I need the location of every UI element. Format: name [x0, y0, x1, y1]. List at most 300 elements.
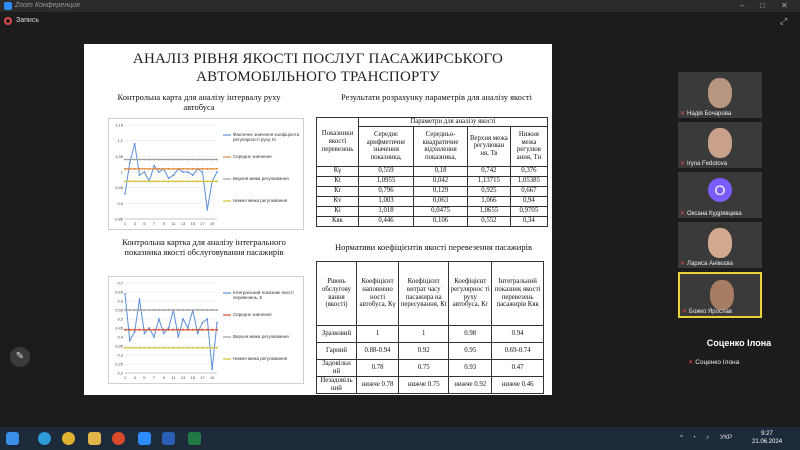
file-explorer-icon[interactable] — [88, 432, 101, 445]
data-point — [177, 309, 179, 311]
legend-label: Середнє значення — [233, 312, 272, 317]
t2-cell: 0.95 — [449, 343, 492, 360]
parameters-table — [316, 117, 548, 227]
t1-cell: 0,742 — [468, 166, 511, 176]
x-tick-label: 19 — [209, 375, 215, 380]
data-point — [201, 168, 203, 170]
data-point — [143, 347, 145, 349]
t1-cell: 1,0655 — [468, 206, 511, 216]
data-point — [177, 158, 179, 160]
data-point — [201, 347, 203, 349]
x-tick-label: 1 — [123, 221, 127, 226]
x-tick-label: 15 — [190, 375, 196, 380]
clock-time: 9:27 — [761, 431, 773, 437]
legend-label: Фактичне значення коефіцієнта регулярності руху, Кi — [233, 132, 300, 142]
chart-integral-svg — [109, 277, 305, 385]
data-point — [163, 333, 165, 335]
data-point — [124, 347, 126, 349]
table-row — [317, 186, 548, 196]
recording-bar — [0, 12, 800, 30]
data-point — [158, 347, 160, 349]
data-point — [163, 347, 165, 349]
table-row — [317, 206, 548, 216]
mic-muted-icon: ✕ — [688, 359, 696, 366]
data-point — [201, 180, 203, 182]
y-tick-label: 0,5 — [117, 316, 123, 322]
t1-cell: Кv — [317, 196, 359, 206]
data-point — [187, 180, 189, 182]
t1-cell: 0,063 — [414, 196, 468, 206]
data-point — [192, 309, 194, 311]
t2-cell: 0.93 — [449, 360, 492, 377]
t1-cell: 0,667 — [510, 186, 547, 196]
t1-cell: 0,925 — [468, 186, 511, 196]
data-point — [134, 329, 136, 331]
data-point — [143, 329, 145, 331]
data-point — [163, 158, 165, 160]
data-point — [216, 158, 218, 160]
t1-cell: 1,0955 — [359, 176, 414, 186]
clock[interactable] — [752, 430, 782, 446]
data-point — [158, 168, 160, 170]
clock-date: 21.06.2024 — [752, 439, 783, 445]
t1-cell: 0,106 — [414, 216, 468, 226]
data-point — [158, 318, 160, 320]
t2-cell: 0.88-0.94 — [356, 343, 398, 360]
data-point — [177, 180, 179, 182]
data-point — [206, 318, 208, 320]
data-point — [148, 168, 150, 170]
t2-cell: Зразковий — [317, 326, 357, 343]
control-chart-integral — [108, 276, 304, 384]
t2-col-header: Коефіцієнт регулярнос ті руху автобуса, Кr — [449, 262, 492, 326]
data-point — [124, 180, 126, 182]
slide-title-line2: АВТОМОБІЛЬНОГО ТРАНСПОРТУ — [196, 69, 440, 85]
data-point — [148, 180, 150, 182]
data-point — [148, 329, 150, 331]
data-point — [139, 347, 141, 349]
data-point — [139, 168, 141, 170]
data-point — [124, 168, 126, 170]
t2-cell: 0.98 — [449, 326, 492, 343]
x-tick-label: 15 — [190, 221, 196, 226]
mic-muted-icon: ✕ — [682, 309, 688, 315]
data-point — [139, 180, 141, 182]
y-tick-label: 0,7 — [117, 280, 123, 286]
data-point — [202, 171, 204, 173]
legend-entry — [233, 132, 301, 152]
data-point — [187, 158, 189, 160]
y-tick-label: 0,45 — [115, 325, 123, 331]
data-point — [187, 329, 189, 331]
left-heading-1: Контрольна карта для аналізу інтервалу руху автобуса — [117, 92, 281, 112]
window-title: Zoom Конференция — [15, 2, 80, 9]
participant-avatar: О — [708, 178, 732, 202]
data-point — [168, 347, 170, 349]
data-point — [172, 180, 174, 182]
participant-tile-5[interactable] — [678, 272, 762, 318]
data-point — [134, 180, 136, 182]
data-point — [192, 347, 194, 349]
data-point — [182, 168, 184, 170]
data-point — [153, 336, 155, 338]
t1-cell: 0,34 — [510, 216, 547, 226]
data-point — [129, 180, 131, 182]
t1-cell: 0,0475 — [414, 206, 468, 216]
mic-muted-icon: ✕ — [680, 261, 686, 267]
x-tick-label: 7 — [152, 221, 156, 226]
data-point — [163, 180, 165, 182]
data-point — [168, 327, 170, 329]
data-point — [201, 309, 203, 311]
y-tick-label: 0,95 — [115, 185, 123, 191]
t1-cell: 0,129 — [414, 186, 468, 196]
data-point — [187, 171, 189, 173]
data-point — [177, 336, 179, 338]
data-point — [134, 331, 136, 333]
data-point — [172, 158, 174, 160]
participant-video — [708, 78, 732, 108]
data-point — [129, 168, 131, 170]
data-point — [168, 177, 170, 179]
x-tick-label: 9 — [162, 375, 165, 380]
x-tick-label: 17 — [200, 221, 205, 226]
start-icon[interactable] — [6, 432, 19, 445]
t2-cell: 0.75 — [399, 360, 449, 377]
data-point — [182, 309, 184, 311]
table-row — [317, 377, 544, 394]
y-tick-label: 1 — [120, 169, 123, 175]
excel-icon[interactable] — [188, 432, 201, 445]
t1-row-header: Показники якості перевезень — [317, 118, 359, 167]
data-point — [216, 309, 218, 311]
legend-label: Верхня межа регулювання — [233, 334, 289, 339]
y-tick-label: 0,6 — [117, 298, 123, 304]
table-row — [317, 360, 544, 377]
participant-video — [710, 280, 734, 310]
legend-entry — [233, 334, 301, 354]
minimize-icon[interactable]: – — [740, 1, 745, 10]
data-point — [158, 180, 160, 182]
table-row — [317, 166, 548, 176]
t1-col-header: Середньо-квадратичне відхилення показника, — [414, 126, 468, 166]
legend-entry — [233, 290, 301, 310]
mic-muted-icon: ✕ — [680, 211, 686, 217]
recording-icon — [4, 17, 12, 25]
data-point — [182, 329, 184, 331]
data-point — [129, 347, 131, 349]
data-point — [182, 347, 184, 349]
y-tick-label: 0,2 — [117, 370, 123, 376]
legend-label: Інтегральний показник якості перевезень, К — [233, 290, 294, 300]
data-point — [182, 158, 184, 160]
data-point — [197, 309, 199, 311]
chrome-profile-icon[interactable] — [112, 432, 125, 445]
data-point — [197, 158, 199, 160]
t1-cell: Кяк — [317, 216, 359, 226]
legend-label: Нижня межа регулювання — [233, 198, 288, 203]
t1-group-header: Параметри для аналізу якості — [359, 118, 548, 127]
t1-cell: 0,559 — [359, 166, 414, 176]
data-point — [129, 162, 131, 164]
data-point — [192, 329, 194, 331]
data-point — [153, 180, 155, 182]
slide-title-line1: АНАЛІЗ РІВНЯ ЯКОСТІ ПОСЛУГ ПАСАЖИРСЬКОГО — [132, 51, 504, 67]
data-point — [168, 309, 170, 311]
data-point — [143, 180, 145, 182]
legend-label: Середнє значення — [233, 154, 272, 159]
data-point — [148, 158, 150, 160]
data-point — [139, 298, 141, 300]
data-point — [216, 322, 218, 324]
table-row — [317, 216, 548, 226]
t1-col-header: Середнє арифметичне значення показника, — [359, 126, 414, 166]
x-tick-label: 7 — [152, 375, 156, 380]
data-point — [124, 329, 126, 331]
control-chart-interval — [108, 118, 304, 230]
maximize-icon[interactable]: □ — [760, 1, 765, 10]
data-point — [124, 193, 126, 195]
data-point — [134, 347, 136, 349]
y-tick-label: 0,65 — [115, 289, 123, 295]
data-point — [216, 171, 218, 173]
t1-cell: 0,18 — [414, 166, 468, 176]
zoom-taskbar-icon[interactable] — [138, 432, 151, 445]
t2-cell: нижче 0.46 — [492, 377, 544, 394]
legend-entry — [233, 154, 301, 174]
data-point — [182, 318, 184, 320]
data-point — [216, 347, 218, 349]
data-point — [206, 347, 208, 349]
data-point — [148, 327, 150, 329]
t1-cell: Кr — [317, 186, 359, 196]
data-point — [139, 174, 141, 176]
active-speaker-tile[interactable] — [678, 322, 800, 370]
t2-col-header: Коефіцієнт витрат часу пасажира на пересування, Кt — [399, 262, 449, 326]
chrome-icon[interactable] — [62, 432, 75, 445]
participant-video — [708, 228, 732, 258]
t1-cell: 0,796 — [359, 186, 414, 196]
x-tick-label: 11 — [171, 375, 176, 380]
data-point — [163, 309, 165, 311]
data-point — [168, 180, 170, 182]
data-point — [206, 180, 208, 182]
x-tick-label: 11 — [171, 221, 176, 226]
slide-title — [84, 50, 552, 86]
data-point — [187, 347, 189, 349]
language-indicator[interactable]: УКР — [720, 434, 733, 441]
data-point — [143, 158, 145, 160]
data-point — [163, 168, 165, 170]
t1-cell: 0,9705 — [510, 206, 547, 216]
data-point — [158, 158, 160, 160]
data-point — [134, 158, 136, 160]
zoom-icon — [4, 2, 12, 10]
data-point — [182, 171, 184, 173]
data-point — [172, 168, 174, 170]
data-point — [211, 329, 213, 331]
edge-icon[interactable] — [38, 432, 51, 445]
data-point — [177, 329, 179, 331]
data-point — [129, 329, 131, 331]
participant-tile-3[interactable] — [678, 172, 762, 218]
data-point — [163, 329, 165, 331]
fullscreen-icon[interactable]: ⤢ — [780, 16, 788, 26]
data-point — [172, 329, 174, 331]
data-point — [153, 158, 155, 160]
t2-cell: Задовільн ий — [317, 360, 357, 377]
t1-cell: 0,552 — [468, 216, 511, 226]
word-icon[interactable] — [162, 432, 175, 445]
data-point — [216, 168, 218, 170]
x-tick-label: 19 — [209, 221, 215, 226]
annotate-button[interactable]: ✎ — [10, 347, 30, 367]
x-tick-label: 17 — [200, 375, 205, 380]
t1-cell: Кγ — [317, 166, 359, 176]
data-point — [211, 158, 213, 160]
x-tick-label: 5 — [143, 375, 146, 380]
t2-col-header: Рівень обслугову вання (якості) — [317, 262, 357, 326]
data-point — [192, 174, 194, 176]
participant-name: ✕ Божко Ярослав — [682, 309, 732, 315]
speaker-small-name: ✕ Соценко Ілона — [688, 359, 740, 366]
data-point — [139, 158, 141, 160]
data-point — [143, 168, 145, 170]
mic-muted-icon: ✕ — [680, 161, 686, 167]
t2-cell: Гарний — [317, 343, 357, 360]
y-tick-label: 0,55 — [115, 307, 123, 313]
data-point — [206, 309, 208, 311]
t1-cell: 0,376 — [510, 166, 547, 176]
x-tick-label: 3 — [133, 221, 136, 226]
t2-cell: 0.78 — [356, 360, 398, 377]
presentation-slide — [84, 44, 552, 395]
data-point — [206, 329, 208, 331]
data-point — [197, 168, 199, 170]
legend-entry — [233, 312, 301, 332]
data-point — [134, 309, 136, 311]
legend-entry — [233, 356, 301, 376]
network-icon[interactable]: ◔ — [692, 434, 696, 441]
data-point — [148, 309, 150, 311]
data-point — [206, 158, 208, 160]
t2-cell: 0.92 — [399, 343, 449, 360]
t2-cell: 1 — [399, 326, 449, 343]
data-point — [168, 168, 170, 170]
t2-cell: нижче 0.92 — [449, 377, 492, 394]
y-tick-label: 0,3 — [117, 352, 123, 358]
norms-table — [316, 261, 544, 394]
data-point — [182, 180, 184, 182]
y-tick-label: 0,35 — [115, 343, 123, 349]
chart-interval-svg — [109, 119, 305, 231]
data-point — [211, 309, 213, 311]
data-point — [148, 347, 150, 349]
data-point — [192, 180, 194, 182]
data-point — [197, 347, 199, 349]
data-point — [129, 158, 131, 160]
data-point — [158, 171, 160, 173]
data-point — [129, 340, 131, 342]
t2-cell: нижче 0.78 — [356, 377, 398, 394]
data-point — [197, 333, 199, 335]
data-point — [187, 309, 189, 311]
recording-label: Запись — [16, 17, 39, 24]
participant-name: ✕ Надія Бочарова — [680, 111, 732, 117]
x-tick-label: 5 — [143, 221, 146, 226]
data-point — [197, 329, 199, 331]
data-point — [177, 168, 179, 170]
t2-cell: нижче 0.75 — [399, 377, 449, 394]
left-heading-2: Контрольна картка для аналізу інтегрального показника якості обслуговування пасажирів — [122, 237, 286, 257]
data-point — [187, 168, 189, 170]
legend-entry — [233, 176, 301, 196]
data-point — [143, 171, 145, 173]
participant-tile-1[interactable] — [678, 72, 762, 118]
series-line — [125, 294, 217, 370]
x-tick-label: 9 — [162, 221, 165, 226]
participant-name: ✕ Iryna Fedotova — [680, 161, 728, 167]
data-point — [192, 168, 194, 170]
t1-cell: 0,446 — [359, 216, 414, 226]
volume-icon[interactable]: ♪ — [706, 434, 710, 441]
y-tick-label: 1,15 — [115, 122, 123, 128]
data-point — [168, 158, 170, 160]
title-bar — [0, 0, 800, 12]
data-point — [211, 347, 213, 349]
data-point — [172, 309, 174, 311]
data-point — [124, 158, 126, 160]
legend-label: Нижня межа регулювання — [233, 356, 288, 361]
t1-cell: 1,066 — [468, 196, 511, 206]
data-point — [201, 329, 203, 331]
y-tick-label: 0,9 — [117, 200, 123, 206]
tray-chevron-icon[interactable]: ^ — [680, 434, 684, 441]
participant-name: ✕ Оксана Кудрявцева — [680, 211, 742, 217]
data-point — [211, 180, 213, 182]
t2-cell: 1 — [356, 326, 398, 343]
data-point — [187, 327, 189, 329]
data-point — [197, 180, 199, 182]
legend-entry — [233, 198, 301, 218]
data-point — [177, 347, 179, 349]
t2-cell: 0.69-0.74 — [492, 343, 544, 360]
participant-tile-2[interactable] — [678, 122, 762, 168]
data-point — [139, 309, 141, 311]
data-point — [173, 174, 175, 176]
y-tick-label: 1,1 — [117, 138, 123, 144]
data-point — [216, 329, 218, 331]
t2-cell: Незадовіль ний — [317, 377, 357, 394]
t1-cell: 0,94 — [510, 196, 547, 206]
t1-cell: Кt — [317, 176, 359, 186]
data-point — [124, 309, 126, 311]
t1-cell: 1,05385 — [510, 176, 547, 186]
data-point — [201, 158, 203, 160]
data-point — [211, 168, 213, 170]
t2-cell: 0.47 — [492, 360, 544, 377]
t2-cell: 0.94 — [492, 326, 544, 343]
data-point — [172, 347, 174, 349]
participant-tile-4[interactable] — [678, 222, 762, 268]
data-point — [211, 369, 213, 371]
speaker-big-name: Соценко Ілона — [706, 338, 772, 348]
close-icon[interactable]: ✕ — [781, 1, 788, 10]
table-row — [317, 176, 548, 186]
t1-cell: 1,018 — [359, 206, 414, 216]
t1-cell: 1,13715 — [468, 176, 511, 186]
x-tick-label: 13 — [180, 221, 186, 226]
